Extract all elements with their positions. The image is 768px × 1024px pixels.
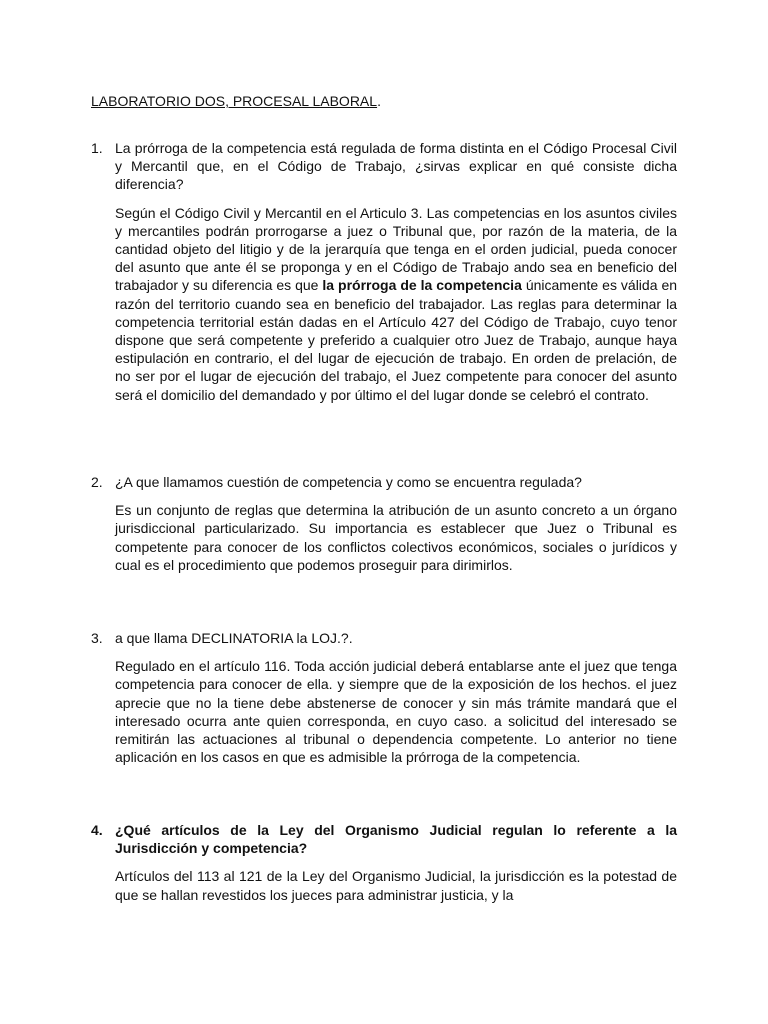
question-text: ¿A que llamamos cuestión de competencia y como se encuentra regulada? <box>115 474 582 490</box>
list-item <box>91 629 677 766</box>
document-title-suffix: . <box>377 93 381 109</box>
item-number: 2. <box>91 474 103 490</box>
question-text: a que llama DECLINATORIA la LOJ.?. <box>115 630 353 646</box>
answer-bold-text: la prórroga de la competencia <box>322 277 522 294</box>
answer-text-part: únicamente es válida en razón del territorio cuando sea en beneficio del trabajador. Las reglas para determinar la competencia territorial están dadas en el Artículo 427 del Código de Trabajo, cuyo tenor dispone que será competente y preferido a cualquier otro Juez de Trabajo, aunque haya estipulación en contrario, el del lugar de ejecución de trabajo. En orden de prelación, de no ser por el lugar de ejecución del trabajo, el Juez competente para conocer del asunto será el domicilio del demandado y por último el del lugar donde se celebró el contrato. <box>115 277 678 403</box>
list-item <box>91 473 677 574</box>
list-item <box>91 139 677 404</box>
item-number: 3. <box>91 630 103 646</box>
document-title <box>91 92 381 110</box>
answer-text: Regulado en el artículo 116. Toda acción judicial deberá entablarse ante el juez que tenga competencia para conocer de ella. y siempre que de la exposición de los hechos. el juez aprecie que no la tiene debe abstenerse de conocer y sin más trámite mandará que el interesado ocurra ante quien corresponda, en cuyo caso. a solicitud del interesado se remitirán las actuaciones al tribunal o dependencia competente. Lo anterior no tiene aplicación en los casos en que es admisible la prórroga de la competencia. <box>115 658 677 766</box>
answer-text-part: Según el Código Civil y Mercantil en el Articulo 3. Las competencias en los asuntos civiles y mercantiles podrán prorrogarse a juez o Tribunal que, por razón de la materia, de la cantidad objeto del litigio y de la jerarquía que tenga en el orden judicial, pueda conocer del asunto que ante él se proponga y en el Código de Trabajo ando sea en beneficio del trabajador y su diferencia es que <box>115 204 677 294</box>
document-title-text: LABORATORIO DOS, PROCESAL LABORAL <box>91 93 378 109</box>
list-item <box>91 821 677 904</box>
answer-text <box>115 204 677 404</box>
answer-text: Es un conjunto de reglas que determina la atribución de un asunto concreto a un órgano jurisdiccional particularizado. Su importancia es establecer que Juez o Tribunal es competente para conocer de los conflictos colectivos económicos, sociales o jurídicos y cual es el procedimiento que podemos proseguir para dirimirlos. <box>115 502 677 573</box>
answer-text: Artículos del 113 al 121 de la Ley del Organismo Judicial, la jurisdicción es la potestad de que se hallan revestidos los jueces para administrar justicia, y la <box>115 868 677 903</box>
question-text: La prórroga de la competencia está regulada de forma distinta en el Código Procesal Civil y Mercantil que, en el Código de Trabajo, ¿sirvas explicar en qué consiste dicha diferencia? <box>115 140 677 193</box>
question-text: ¿Qué artículos de la Ley del Organismo Judicial regulan lo referente a la Jurisdicción y competencia? <box>115 822 677 857</box>
item-number: 1. <box>91 140 103 156</box>
item-number: 4. <box>91 822 103 838</box>
